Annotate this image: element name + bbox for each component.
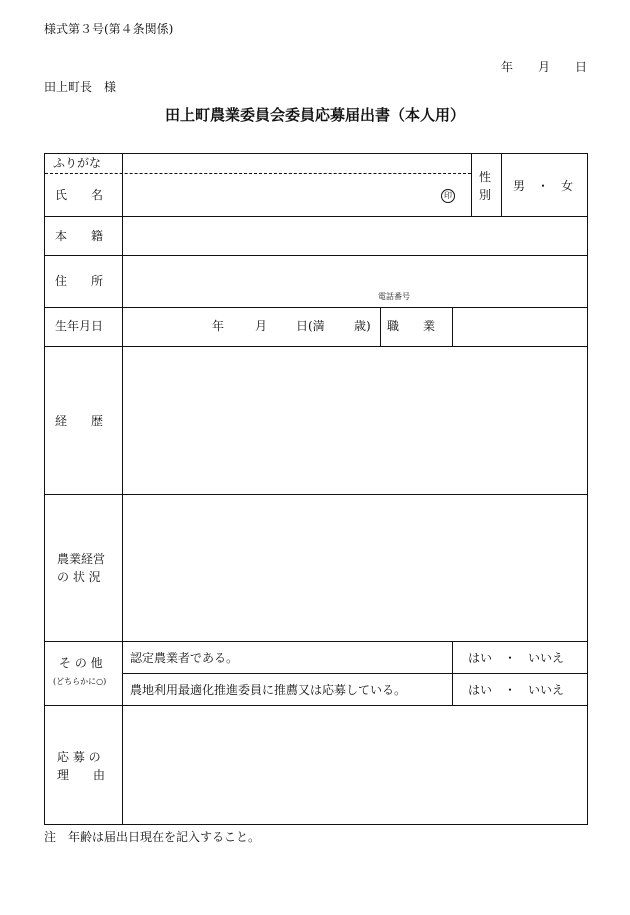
footer-note: 注 年齢は届出日現在を記入すること。: [44, 830, 261, 844]
farm-label-2: の 状 況: [57, 570, 101, 584]
other-answer-2[interactable]: はい ・ いいえ: [468, 683, 565, 697]
name-field[interactable]: [123, 174, 470, 215]
date-month-label: 月: [538, 60, 551, 74]
sex-divider-left: [471, 154, 472, 216]
birth-occupation-divider: [380, 307, 381, 346]
phone-label: 電話番号: [378, 292, 410, 301]
application-form: [44, 153, 588, 825]
furigana-field[interactable]: [123, 154, 470, 172]
reason-field[interactable]: [123, 706, 586, 823]
form-number: 様式第３号(第４条関係): [44, 22, 174, 36]
date-year-label: 年: [501, 60, 514, 74]
career-label: 経 歴: [55, 414, 104, 428]
other-label: そ の 他: [59, 656, 103, 670]
birth-year-label: 年: [212, 319, 225, 333]
career-field[interactable]: [123, 347, 586, 493]
row-line-farm: [45, 641, 587, 642]
other-question-2: 農地利用最適化推進委員に推薦又は応募している。: [130, 683, 407, 697]
birth-age-suffix: 歳): [354, 319, 371, 333]
seal-mark: 印: [441, 189, 455, 203]
occupation-field[interactable]: [453, 308, 586, 345]
honseki-field[interactable]: [123, 217, 586, 254]
name-label: 氏 名: [55, 188, 104, 202]
other-answer-divider: [452, 641, 453, 705]
farm-label-1: 農業経営: [57, 552, 106, 566]
occupation-label: 職 業: [387, 319, 436, 333]
sex-divider-right: [501, 154, 502, 216]
other-question-1: 認定農業者である。: [130, 651, 239, 665]
row-line-other-mid: [122, 673, 587, 674]
reason-label-2: 理 由: [57, 768, 106, 782]
furigana-label: ふりがな: [53, 156, 102, 170]
reason-label-1: 応 募 の: [57, 750, 101, 764]
sex-label-1: 性: [479, 170, 492, 184]
address-field[interactable]: [123, 256, 586, 306]
page-title: 田上町農業委員会委員応募届出書（本人用）: [164, 106, 465, 124]
sex-label-2: 別: [479, 188, 492, 202]
sex-options[interactable]: 男 ・ 女: [513, 179, 574, 193]
birth-month-label: 月: [255, 319, 268, 333]
birth-day-age-label: 日(満: [296, 319, 325, 333]
birth-label: 生年月日: [55, 319, 104, 333]
other-answer-1[interactable]: はい ・ いいえ: [468, 651, 565, 665]
date-day-label: 日: [575, 60, 588, 74]
addressee: 田上町長 様: [44, 80, 117, 94]
honseki-label: 本 籍: [55, 229, 104, 243]
address-label: 住 所: [55, 274, 104, 288]
other-note: (どちらかに○): [53, 677, 107, 686]
farm-status-field[interactable]: [123, 495, 586, 640]
